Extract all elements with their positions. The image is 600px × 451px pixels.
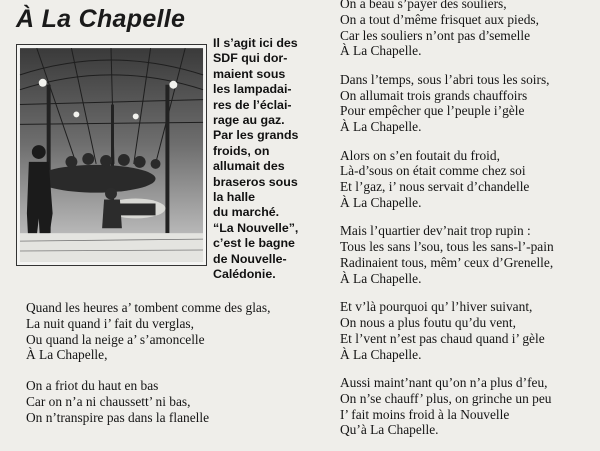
caption-line: la halle: [213, 190, 256, 205]
verse-line: Tous les sans l’sou, tous les sans-l’-pain: [340, 239, 554, 255]
verse-line: À La Chapelle.: [340, 346, 422, 362]
caption-line: Calédonie.: [213, 267, 276, 282]
caption-line: Il s’agit ici des: [213, 36, 298, 50]
verse-line: Pour empêcher que l’peuple i’gèle: [340, 103, 525, 119]
verse-line: À La Chapelle,: [26, 347, 108, 363]
verse-line: Là-d’sous on était comme chez soi: [340, 163, 526, 179]
verse-line: I’ fait moins froid à la Nouvelle: [340, 406, 510, 422]
verse-line: La nuit quand i’ fait du verglas,: [26, 315, 194, 331]
verse-line: On a beau s’payer des souliers,: [340, 0, 507, 11]
caption-line: “La Nouvelle”,: [213, 220, 299, 235]
caption-line: les lampadai-: [213, 82, 292, 97]
verse-line: Quand les heures a’ tombent comme des glas,: [26, 300, 271, 315]
verse-line: Radinaient tous, mêm’ ceux d’Grenelle,: [340, 254, 554, 270]
illustration-caption: [213, 36, 323, 283]
verse-line: On nous a plus foutu qu’du vent,: [340, 314, 516, 330]
caption-line: maient sous: [213, 66, 286, 81]
article-title: À La Chapelle: [16, 5, 186, 33]
verse-line: À La Chapelle.: [340, 194, 422, 210]
stanza: [340, 72, 554, 135]
verse-line: Car on n’a ni chaussett’ ni bas,: [26, 393, 191, 409]
verse-line: Aussi maint’nant qu’on n’a plus d’feu,: [340, 374, 548, 390]
verse-line: Ou quand la neige a’ s’amoncelle: [26, 331, 205, 347]
market-hall-illustration: [16, 44, 207, 266]
stanza: [340, 299, 554, 362]
verse-line: Dans l’temps, sous l’abri tous les soirs,: [340, 71, 550, 87]
verse-line: On n’se chauff’ plus, on grinche un peu: [340, 390, 552, 406]
caption-line: Par les grands: [213, 128, 299, 143]
verse-line: À La Chapelle.: [340, 43, 422, 59]
verse-line: On n’transpire pas dans la flanelle: [26, 409, 210, 425]
caption-line: c’est le bagne: [213, 236, 295, 251]
stanza: [340, 148, 554, 211]
stanza: [26, 300, 270, 363]
caption-line: de Nouvelle-: [213, 251, 287, 266]
verse-line: Et l’gaz, i’ nous servait d’chandelle: [340, 179, 530, 195]
verse-line: Et l’vent n’est pas chaud quand i’ gèle: [340, 330, 545, 346]
stanza: [340, 223, 554, 286]
caption-line: du marché.: [213, 205, 280, 220]
caption-line: froids, on: [213, 143, 270, 158]
verse-line: À La Chapelle.: [340, 119, 422, 135]
verse-line: Car les souliers n’ont pas d’semelle: [340, 27, 531, 43]
verse-line: On a tout d’même frisquet aux pieds,: [340, 11, 539, 27]
caption-line: allumait des: [213, 159, 285, 174]
caption-line: SDF qui dor-: [213, 51, 288, 66]
verse-line: Mais l’quartier dev’nait trop rupin :: [340, 223, 531, 239]
stanza: [340, 0, 554, 59]
stanza: [340, 375, 554, 438]
verse-line: Et v’là pourquoi qu’ l’hiver suivant,: [340, 299, 533, 315]
verse-line: On allumait trois grands chauffoirs: [340, 87, 528, 103]
poem-column-right: [340, 0, 554, 451]
verse-line: À La Chapelle.: [340, 270, 422, 286]
verse-line: Alors on s’en foutait du froid,: [340, 147, 500, 163]
stanza: [26, 378, 270, 425]
poem-column-left: [26, 300, 270, 441]
caption-line: braseros sous: [213, 174, 298, 189]
caption-line: res de l’éclai-: [213, 97, 292, 112]
verse-line: On a friot du haut en bas: [26, 378, 159, 394]
caption-line: rage au gaz.: [213, 113, 285, 128]
verse-line: Qu’à La Chapelle.: [340, 422, 439, 438]
